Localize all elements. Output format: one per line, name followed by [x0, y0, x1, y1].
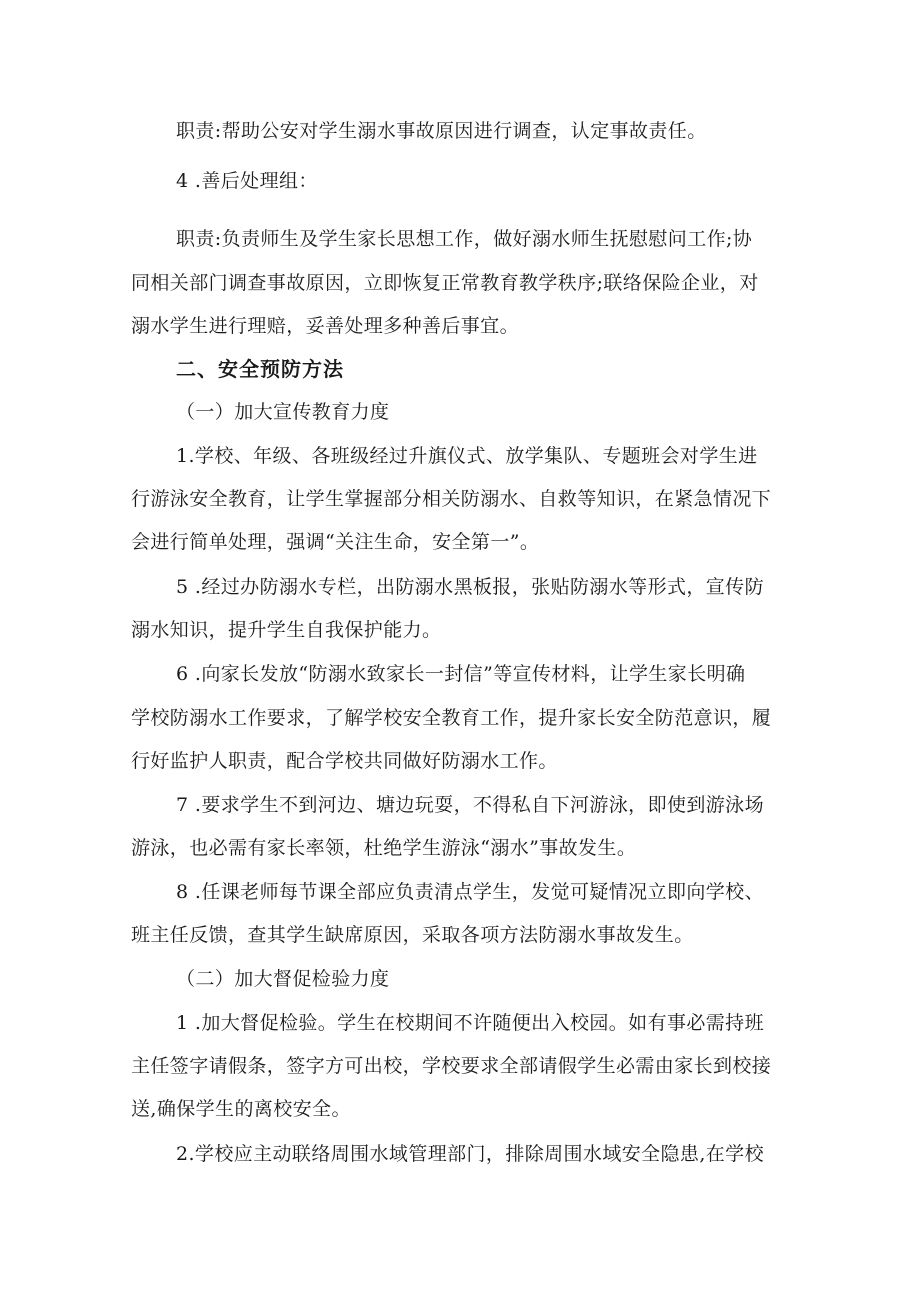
para7-line2: 游泳，也必需有家长率领，杜绝学生游泳“溺水”事故发生。	[131, 837, 637, 859]
para5-line2: 溺水知识，提升学生自我保护能力。	[131, 619, 442, 641]
para5-line1: 5 .经过办防溺水专栏，出防溺水黑板报，张贴防溺水等形式，宣传防	[176, 576, 764, 598]
duty-line-aftermath-1: 职责:负责师生及学生家长思想工作，做好溺水师生抚慰慰问工作;协	[176, 228, 753, 250]
duty-line-investigation: 职责:帮助公安对学生溺水事故原因进行调查，认定事故责任。	[176, 120, 707, 142]
para1-line1: 1.学校、年级、各班级经过升旗仪式、放学集队、专题班会对学生进	[176, 445, 758, 467]
para6-line1: 6 .向家长发放“防溺水致家长一封信”等宣传材料，让学生家长明确	[176, 663, 746, 685]
duty-line-aftermath-2: 同相关部门调查事故原因，立即恢复正常教育教学秩序;联络保险企业，对	[131, 272, 759, 294]
supervision-para1-line2: 主任签字请假条，签字方可出校，学校要求全部请假学生必需由家长到校接	[131, 1055, 772, 1077]
subheading-supervision: （二）加大督促检验力度	[176, 968, 390, 990]
para1-line2: 行游泳安全教育，让学生掌握部分相关防溺水、自救等知识，在紧急情况下	[131, 488, 772, 510]
para1-line3: 会进行简单处理，强调“关注生命，安全第一”。	[131, 531, 540, 553]
supervision-para1-line1: 1 .加大督促检验。学生在校期间不许随便出入校园。如有事必需持班	[176, 1012, 764, 1034]
para6-line3: 行好监护人职责，配合学校共同做好防溺水工作。	[131, 750, 558, 772]
para8-line2: 班主任反馈，查其学生缺席原因，采取各项方法防溺水事故发生。	[131, 924, 694, 946]
duty-line-aftermath-3: 溺水学生进行理赔，妥善处理多种善后事宜。	[131, 315, 520, 337]
supervision-para2-line1: 2.学校应主动联络周围水域管理部门，排除周围水域安全隐患,在学校	[176, 1143, 764, 1165]
subheading-publicity: （一）加大宣传教育力度	[176, 401, 390, 423]
para7-line1: 7 .要求学生不到河边、塘边玩耍，不得私自下河游泳，即使到游泳场	[176, 794, 764, 816]
section-heading-prevention: 二、安全预防方法	[176, 357, 344, 381]
para6-line2: 学校防溺水工作要求，了解学校安全教育工作，提升家长安全防范意识，履	[131, 707, 772, 729]
para8-line1: 8 .任课老师每节课全部应负责清点学生，发觉可疑情况立即向学校、	[176, 881, 764, 903]
item-aftermath-group: 4 .善后处理组：	[176, 170, 318, 192]
supervision-para1-line3: 送,确保学生的离校安全。	[131, 1098, 351, 1120]
